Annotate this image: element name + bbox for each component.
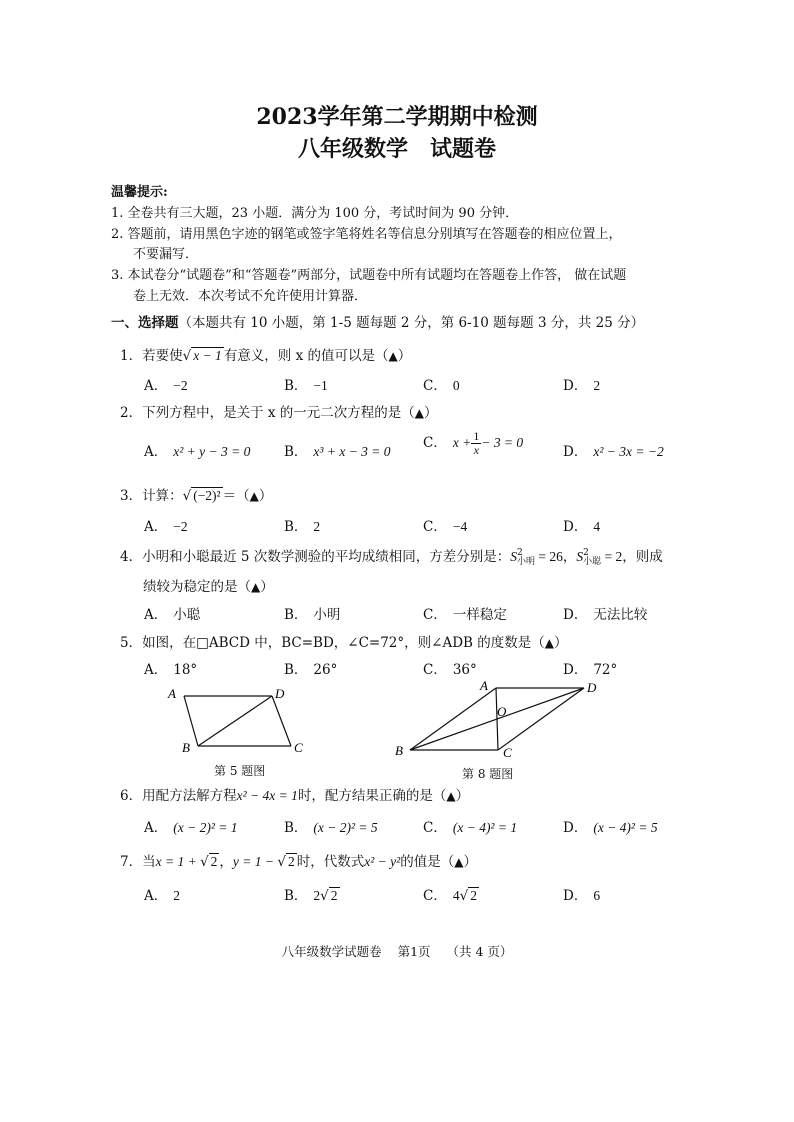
- option-label: A．: [144, 607, 168, 623]
- figure-5-caption: 第 5 题图: [214, 764, 266, 778]
- q4-option-a: [144, 603, 200, 623]
- q2-text: 下列方程中，是关于 x 的一元二次方程的是（: [142, 405, 415, 421]
- page-footer: [0, 942, 794, 960]
- q1-text-pre: 若要使: [142, 348, 183, 364]
- q6-equation: x² − 4x = 1: [236, 788, 298, 803]
- q7-text-pre: 当: [142, 854, 156, 870]
- q4-number: 4．: [120, 549, 143, 565]
- q6-text-pre: 用配方法解方程: [142, 788, 237, 804]
- option-text: 小明: [313, 607, 341, 623]
- fig5-label-c: C: [294, 740, 303, 755]
- option-text: −4: [452, 519, 468, 534]
- option-text: 36°: [452, 662, 477, 678]
- option-text-post: − 3 = 0: [481, 435, 524, 450]
- q3-option-a: [144, 515, 188, 535]
- q1-option-d: [563, 374, 600, 394]
- option-text: 无法比较: [593, 607, 648, 623]
- q4-option-d: [563, 603, 647, 623]
- question-6: [120, 784, 469, 804]
- q4-option-c: [423, 603, 507, 623]
- tip-1: 1. 全卷共有三大题，23 小题．满分为 100 分，考试时间为 90 分钟．: [111, 206, 519, 221]
- option-coefficient: 4: [452, 888, 460, 903]
- option-text: 2: [173, 888, 180, 903]
- fig8-label-o: O: [497, 704, 507, 719]
- q1-answer-mark: ▲: [388, 349, 398, 363]
- option-label: C．: [423, 378, 447, 394]
- option-label: A．: [144, 888, 168, 904]
- option-label: B．: [284, 519, 308, 535]
- option-label: B．: [284, 607, 308, 623]
- question-1: 1．若要使√ x − 1 有意义，则 x 的值可以是（▲）: [120, 348, 412, 364]
- q5-number: 5．: [120, 635, 143, 651]
- fraction-denominator: x: [473, 443, 479, 457]
- q6-number: 6．: [120, 788, 143, 804]
- q1-text-post: 有意义，则 x 的值可以是（: [223, 348, 389, 364]
- option-text: 小聪: [173, 607, 201, 623]
- q1-radicand: x − 1: [193, 348, 222, 363]
- q7-separator: ，: [219, 854, 233, 870]
- option-text: 2: [313, 519, 321, 534]
- q7-option-b: B． 2√ 2: [284, 888, 338, 904]
- q7-end: ）: [463, 854, 477, 870]
- option-text: 26°: [313, 662, 338, 678]
- q4-variance-value-2: = 2，则成: [601, 549, 663, 564]
- option-label: B．: [284, 444, 308, 460]
- q3-option-b: [284, 515, 320, 535]
- option-text: −1: [313, 378, 328, 393]
- q2-option-c: [423, 430, 523, 457]
- option-label: D．: [563, 607, 588, 623]
- section-desc: （本题共有 10 小题，第 1-5 题每题 2 分，第 6-10 题每题 3 分，共 25 分）: [178, 315, 645, 331]
- q3-option-d: [563, 515, 600, 535]
- option-label: C．: [423, 820, 447, 836]
- fraction: [471, 430, 481, 457]
- q3-radicand: (−2)²: [193, 488, 221, 503]
- fig8-label-a: A: [480, 678, 488, 693]
- q7-option-c: C． 4√ 2: [423, 888, 477, 904]
- tip-2-cont: 不要漏写．: [133, 247, 199, 262]
- exam-title: 2023学年第二学期期中检测: [256, 104, 538, 130]
- fig5-label-d: D: [275, 686, 285, 701]
- q5-option-b: [284, 658, 337, 678]
- option-label: D．: [563, 662, 588, 678]
- q1-option-a: [144, 374, 188, 394]
- option-text: 72°: [593, 662, 618, 678]
- option-label: C．: [423, 607, 447, 623]
- q4-sub-1: 小明: [517, 556, 536, 567]
- fig5-diagonal-bd: [198, 696, 272, 746]
- question-4-line2: [143, 575, 274, 595]
- option-text: −2: [173, 378, 188, 393]
- q4-variance-symbol-1: S: [510, 549, 518, 564]
- option-text: 0: [452, 378, 460, 393]
- option-label: B．: [284, 888, 308, 904]
- option-label: B．: [284, 662, 308, 678]
- q5-option-a: [144, 658, 197, 678]
- q3-text-post: ＝（: [222, 488, 250, 504]
- q4-end: ）: [260, 579, 274, 595]
- footer-exam-name: 八年级数学试题卷: [281, 944, 382, 959]
- option-text: x³ + x − 3 = 0: [313, 444, 391, 459]
- fig8-side-ab: [410, 688, 496, 750]
- q1-number: 1．: [120, 348, 143, 364]
- q4-option-b: [284, 603, 340, 623]
- q7-text-post: 的值是（: [400, 854, 455, 870]
- tip-3: 3. 本试卷分“试题卷”和“答题卷”两部分，试题卷中所有试题均在答题卷上作答， 做在试题: [111, 268, 627, 283]
- q7-answer-mark: ▲: [454, 855, 464, 869]
- option-text: x² + y − 3 = 0: [173, 444, 251, 459]
- option-label: A．: [144, 378, 168, 394]
- option-label: C．: [423, 519, 447, 535]
- q5-text: 如图，在□ABCD 中，BC=BD，∠C=72°，则∠ADB 的度数是（: [142, 635, 545, 651]
- option-label: D．: [563, 444, 588, 460]
- fig5-label-a: A: [168, 686, 176, 701]
- option-text-pre: x +: [452, 435, 472, 450]
- q4-variance-value-1: = 26，: [535, 549, 577, 564]
- q2-end: ）: [424, 405, 438, 421]
- tip-3-cont: 卷上无效．本次考试不允许使用计算器．: [133, 289, 368, 304]
- option-label: A．: [144, 444, 168, 460]
- q3-answer-mark: ▲: [249, 489, 259, 503]
- q5-answer-mark: ▲: [544, 636, 554, 650]
- q2-option-a: [144, 440, 250, 460]
- q1-end: ）: [397, 348, 412, 364]
- q7-text-mid: 时，代数式: [296, 854, 365, 870]
- q4-sup-2: 2: [583, 547, 589, 558]
- option-label: B．: [284, 820, 308, 836]
- fig8-side-dc: [498, 688, 584, 750]
- option-label: D．: [563, 378, 588, 394]
- q6-option-b: [284, 816, 378, 836]
- option-text: 6: [593, 888, 601, 903]
- option-label: C．: [423, 662, 447, 678]
- option-label: C．: [423, 435, 447, 451]
- option-text: 18°: [173, 662, 198, 678]
- q3-text-pre: 计算：: [142, 488, 183, 504]
- q4-variance-2-scripts: [583, 549, 601, 567]
- option-label: A．: [144, 519, 168, 535]
- fig8-diagonal-bd: [410, 688, 584, 750]
- fraction-numerator: 1: [473, 429, 480, 443]
- option-text: (x − 4)² = 5: [593, 820, 658, 835]
- option-label: B．: [284, 378, 308, 394]
- section-title: 一、选择题: [111, 315, 179, 331]
- option-label: A．: [144, 820, 168, 836]
- option-text: x² − 3x = −2: [593, 444, 664, 459]
- q2-option-d: [563, 440, 664, 460]
- footer-page-number: 第1页: [397, 944, 431, 959]
- fig8-label-b: B: [395, 743, 403, 758]
- q6-option-c: [423, 816, 517, 836]
- q3-end: ）: [258, 488, 273, 504]
- exam-subtitle: 八年级数学 试题卷: [297, 136, 496, 162]
- footer-total-pages: （共 4 页）: [446, 944, 513, 959]
- option-text: 2: [593, 378, 601, 393]
- question-2: [120, 401, 438, 421]
- figure-8-parallelogram: [390, 674, 620, 764]
- q4-sub-2: 小聪: [583, 556, 602, 567]
- question-3: 3．计算：√ (−2)² ＝（▲）: [120, 488, 273, 504]
- q6-answer-mark: ▲: [446, 789, 456, 803]
- q4-variance-1-scripts: [517, 549, 535, 567]
- question-5: [120, 631, 567, 651]
- option-label: D．: [563, 888, 588, 904]
- fig5-label-b: B: [182, 740, 190, 755]
- q4-answer-mark: ▲: [251, 580, 261, 594]
- q3-option-c: [423, 515, 467, 535]
- option-label: C．: [423, 888, 447, 904]
- q7-x-radicand: 2: [210, 854, 218, 869]
- option-text: (x − 2)² = 1: [173, 820, 238, 835]
- option-text: (x − 4)² = 1: [452, 820, 518, 835]
- q4-text-line2: 绩较为稳定的是（: [143, 579, 251, 595]
- q7-y-expr: y = 1 −: [232, 854, 278, 869]
- q7-number: 7．: [120, 854, 143, 870]
- option-label: D．: [563, 519, 588, 535]
- question-4: [120, 545, 663, 567]
- option-text: 4: [593, 519, 601, 534]
- q6-option-a: [144, 816, 238, 836]
- figure-8-caption: 第 8 题图: [462, 767, 514, 781]
- q6-end: ）: [455, 788, 470, 804]
- section-heading: [111, 311, 644, 331]
- option-text: 一样稳定: [452, 607, 507, 623]
- q7-option-d: [563, 884, 600, 904]
- tips-heading: 温馨提示:: [111, 185, 168, 200]
- fig8-label-d: D: [587, 680, 597, 695]
- option-text: (x − 2)² = 5: [313, 820, 378, 835]
- q3-number: 3．: [120, 488, 143, 504]
- q6-option-d: [563, 816, 658, 836]
- q2-option-b: [284, 440, 391, 460]
- q4-variance-symbol-2: S: [576, 549, 584, 564]
- q1-option-b: [284, 374, 328, 394]
- q7-option-a: [144, 884, 180, 904]
- q4-sup-1: 2: [517, 547, 523, 558]
- option-radicand: 2: [330, 888, 338, 903]
- option-label: A．: [144, 662, 168, 678]
- option-text: −2: [173, 519, 188, 534]
- q7-expression: x² − y²: [364, 854, 401, 869]
- question-7: 7．当x = 1 + √ 2 ，y = 1 − √ 2 时，代数式x² − y²的值是（▲）: [120, 854, 477, 870]
- fig8-label-c: C: [503, 745, 512, 760]
- fig5-side-ab: [184, 696, 198, 746]
- tip-2: 2. 答题前，请用黑色字迹的钢笔或签字笔将姓名等信息分别填写在答题卷的相应位置上，: [111, 227, 622, 242]
- q7-y-radicand: 2: [288, 854, 295, 869]
- q2-number: 2．: [120, 405, 143, 421]
- q4-text: 小明和小聪最近 5 次数学测验的平均成绩相同，方差分别是：: [142, 549, 511, 565]
- q1-option-c: [423, 374, 460, 394]
- q7-x-expr: x = 1 +: [155, 854, 201, 869]
- q5-end: ）: [553, 635, 568, 651]
- q2-answer-mark: ▲: [414, 406, 425, 420]
- fig5-side-dc: [272, 696, 291, 746]
- q6-text-post: 时，配方结果正确的是（: [297, 788, 447, 804]
- option-radicand: 2: [470, 888, 477, 903]
- option-coefficient: 2: [313, 888, 321, 903]
- figure-5-parallelogram: [160, 680, 320, 760]
- option-label: D．: [563, 820, 588, 836]
